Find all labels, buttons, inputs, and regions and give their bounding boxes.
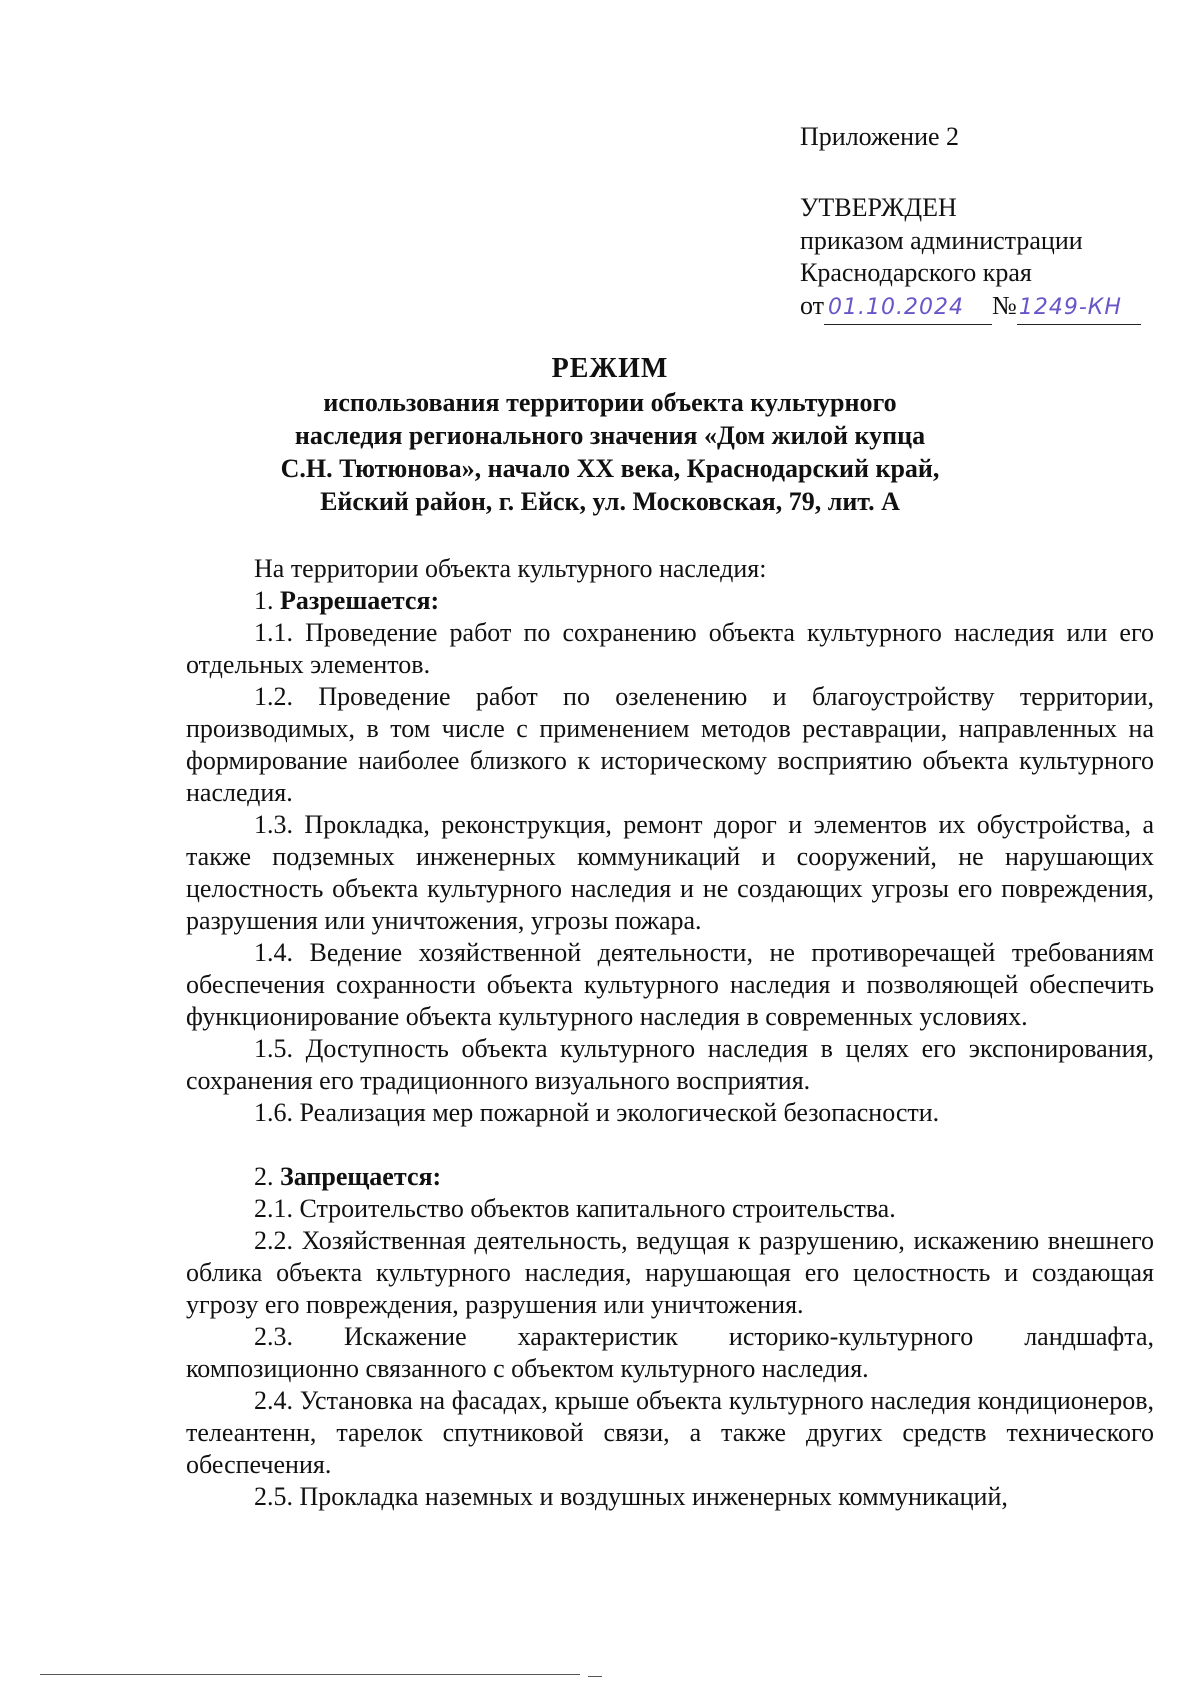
clause-1-4: 1.4. Ведение хозяйственной деятельности, не противоречащей требованиям обеспечения сохранности объекта культурного наследия и позволяющей обеспечить функционирование объекта культурного наследия в современных условиях. [186,938,1154,1031]
intro-paragraph: На территории объекта культурного наследия: [254,554,767,583]
title-line-2: наследия регионального значения «Дом жилой купца [294,421,926,450]
order-label: приказом администрации [800,226,1083,255]
region-label: Краснодарского края [800,258,1032,287]
title-line-4: Ейский район, г. Ейск, ул. Московская, 79, лит. А [320,487,900,516]
section-1-number: 1. [254,586,274,615]
clause-2-1: 2.1. Строительство объектов капитального строительства. [254,1194,896,1223]
approved-label: УТВЕРЖДЕН [800,193,957,222]
document-body [186,553,1154,1513]
title-line-3: С.Н. Тютюнова», начало XX века, Краснодарский край, [280,454,940,483]
clause-2-3: 2.3. Искажение характеристик историко-культурного ландшафта, композиционно связанного с объектом культурного наследия. [186,1322,1154,1383]
document-title [180,352,1040,518]
section-2-number: 2. [254,1162,274,1191]
handwritten-number: 1249-КН [1017,292,1141,325]
clause-1-5: 1.5. Доступность объекта культурного наследия в целях его экспонирования, сохранения его традиционного визуального восприятия. [186,1034,1154,1095]
clause-1-2: 1.2. Проведение работ по озеленению и благоустройству территории, производимых, в том числе с применением методов реставрации, направленных на формирование наиболее близкого к историческому восприятию объекта культурного наследия. [186,682,1154,807]
section-gap [186,1129,1154,1161]
section-1-label: Разрешается: [280,586,440,615]
footer-rule-short [588,1676,602,1677]
clause-1-1: 1.1. Проведение работ по сохранению объекта культурного наследия или его отдельных элементов. [186,618,1154,679]
section-1-heading [186,585,1154,617]
clause-2-4: 2.4. Установка на фасадах, крыше объекта культурного наследия кондиционеров, телеантенн, тарелок спутниковой связи, а также других средств технического обеспечения. [186,1386,1154,1479]
number-prefix: № [992,291,1017,320]
appendix-label: Приложение 2 [800,122,960,151]
handwritten-date: 01.10.2024 [824,292,992,325]
title-main: РЕЖИМ [551,353,669,384]
order-date-line [800,290,1141,325]
title-line-1: использования территории объекта культурного [323,388,897,417]
section-2-label: Запрещается: [280,1162,442,1191]
clause-1-6: 1.6. Реализация мер пожарной и экологической безопасности. [254,1098,940,1127]
clause-2-5: 2.5. Прокладка наземных и воздушных инженерных коммуникаций, [254,1482,1008,1511]
footer-rule [40,1674,580,1675]
section-2-heading [186,1161,1154,1193]
clause-2-2: 2.2. Хозяйственная деятельность, ведущая к разрушению, искажению внешнего облика объекта культурного наследия, нарушающая его целостность и создающая угрозу его повреждения, разрушения или уничтожения. [186,1226,1154,1319]
clause-1-3: 1.3. Прокладка, реконструкция, ремонт дорог и элементов их обустройства, а также подземных инженерных коммуникаций и сооружений, не нарушающих целостность объекта культурного наследия и не создающих угрозы его повреждения, разрушения или уничтожения, угрозы пожара. [186,810,1154,935]
from-prefix: от [800,291,825,320]
